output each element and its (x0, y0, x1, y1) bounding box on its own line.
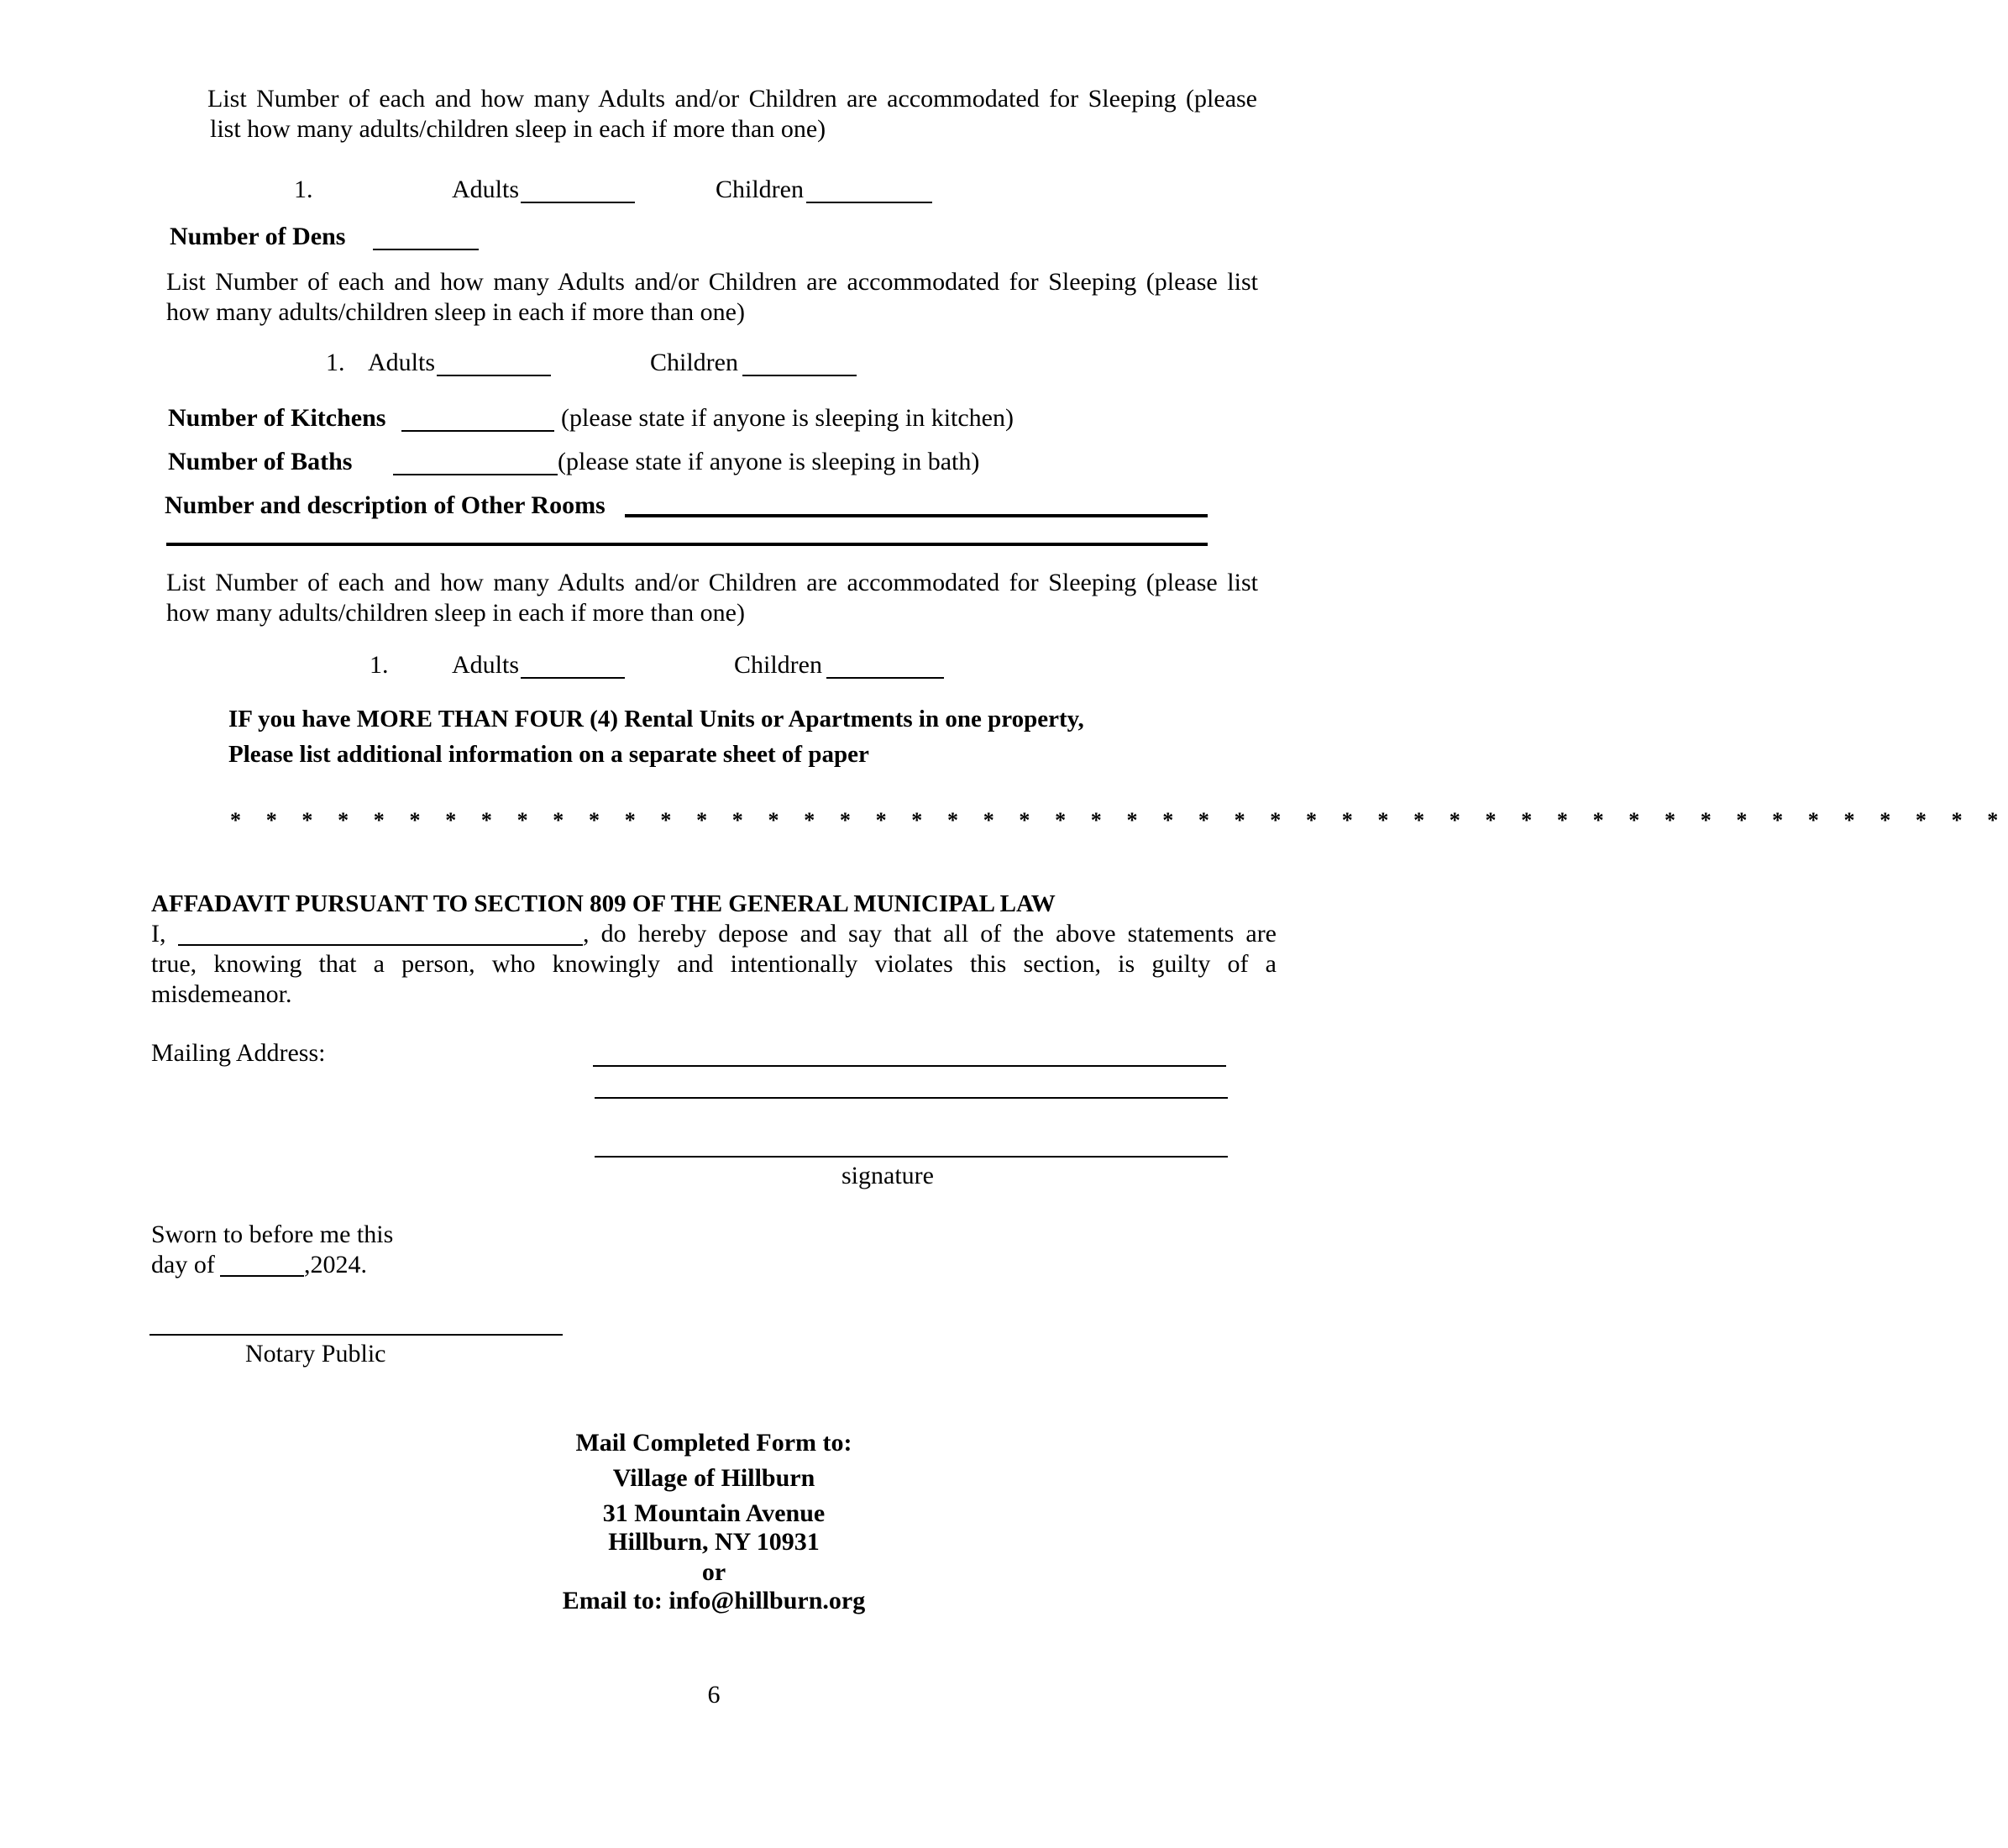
affidavit-i: I, (151, 920, 166, 948)
notary-public-label: Notary Public (245, 1340, 386, 1368)
dens-count-field[interactable] (373, 249, 479, 250)
bedroom-children-field[interactable] (806, 202, 932, 203)
dens-children-field[interactable] (742, 375, 857, 376)
dens-adults-label: Adults (368, 349, 436, 376)
bedroom-adults-field[interactable] (521, 202, 635, 203)
other-rooms-adults-field[interactable] (521, 677, 625, 679)
notice-line-1: IF you have MORE THAN FOUR (4) Rental Units or Apartments in one property, (228, 706, 1084, 732)
sworn-day-prefix: day of (151, 1251, 215, 1278)
other-rooms-children-field[interactable] (826, 677, 944, 679)
signature-line[interactable] (595, 1156, 1228, 1158)
mail-to-line-6: Email to: info@hillburn.org (562, 1587, 866, 1614)
mail-to-line-5: or (701, 1558, 726, 1586)
dens-instructions-2: how many adults/children sleep in each if more than one) (166, 298, 745, 326)
dens-row-number: 1. (326, 349, 345, 376)
other-rooms-field-2[interactable] (166, 543, 1208, 546)
other-rooms-label: Number and description of Other Rooms (165, 491, 606, 519)
other-rooms-adults-label: Adults (452, 651, 520, 679)
bedroom-row-number: 1. (294, 176, 313, 203)
mailing-address-line-1[interactable] (593, 1065, 1226, 1067)
other-rooms-children-label: Children (734, 651, 822, 679)
dens-adults-field[interactable] (437, 375, 551, 376)
bedroom-instructions-2: list how many adults/children sleep in each if more than one) (210, 115, 826, 143)
mail-to-line-1: Mail Completed Form to: (575, 1429, 852, 1457)
mail-to-line-2: Village of Hillburn (612, 1464, 815, 1492)
bedroom-adults-label: Adults (452, 176, 520, 203)
dens-children-label: Children (650, 349, 738, 376)
affidavit-line-3: misdemeanor. (151, 980, 292, 1008)
sworn-year: ,2024. (304, 1251, 367, 1278)
baths-note: (please state if anyone is sleeping in bath) (558, 448, 980, 475)
deponent-name-field[interactable] (178, 944, 583, 946)
affidavit-line-2: true, knowing that a person, who knowingly and intentionally violates this section, is guilty of a (151, 950, 1277, 978)
mailing-address-line-2[interactable] (595, 1097, 1228, 1099)
other-rooms-row-number: 1. (370, 651, 389, 679)
other-rooms-instructions: List Number of each and how many Adults and/or Children are accommodated for Sleeping (please list (166, 569, 1258, 596)
kitchens-count-field[interactable] (401, 430, 554, 432)
page-number: 6 (707, 1681, 721, 1709)
signature-label: signature (841, 1162, 934, 1189)
bedroom-children-label: Children (716, 176, 804, 203)
notary-signature-line[interactable] (149, 1334, 563, 1336)
dens-instructions: List Number of each and how many Adults and/or Children are accommodated for Sleeping (please list (166, 268, 1258, 296)
kitchens-note: (please state if anyone is sleeping in kitchen) (561, 404, 1014, 432)
kitchens-label: Number of Kitchens (168, 404, 386, 432)
affidavit-line-1: , do hereby depose and say that all of the above statements are (583, 920, 1277, 948)
asterisk-separator: * * * * * * * * * * * * * * * * * * * * * * * * * * * * * * * * * * * * * * * * * * * * * * * * * * (230, 808, 2008, 832)
notice-line-2: Please list additional information on a separate sheet of paper (228, 741, 869, 768)
mail-to-line-3: 31 Mountain Avenue (602, 1499, 826, 1527)
bedroom-instructions: List Number of each and how many Adults and/or Children are accommodated for Sleeping (please (207, 85, 1257, 113)
baths-count-field[interactable] (393, 474, 558, 475)
mail-to-line-4: Hillburn, NY 10931 (608, 1528, 820, 1556)
sworn-day-field[interactable] (220, 1275, 304, 1277)
baths-label: Number of Baths (168, 448, 353, 475)
affidavit-title: AFFADAVIT PURSUANT TO SECTION 809 OF THE GENERAL MUNICIPAL LAW (151, 890, 1056, 917)
sworn-line-1: Sworn to before me this (151, 1221, 394, 1248)
other-rooms-field[interactable] (625, 514, 1208, 517)
other-rooms-instructions-2: how many adults/children sleep in each if more than one) (166, 599, 745, 627)
dens-title: Number of Dens (170, 223, 346, 250)
mailing-address-label: Mailing Address: (151, 1039, 326, 1067)
